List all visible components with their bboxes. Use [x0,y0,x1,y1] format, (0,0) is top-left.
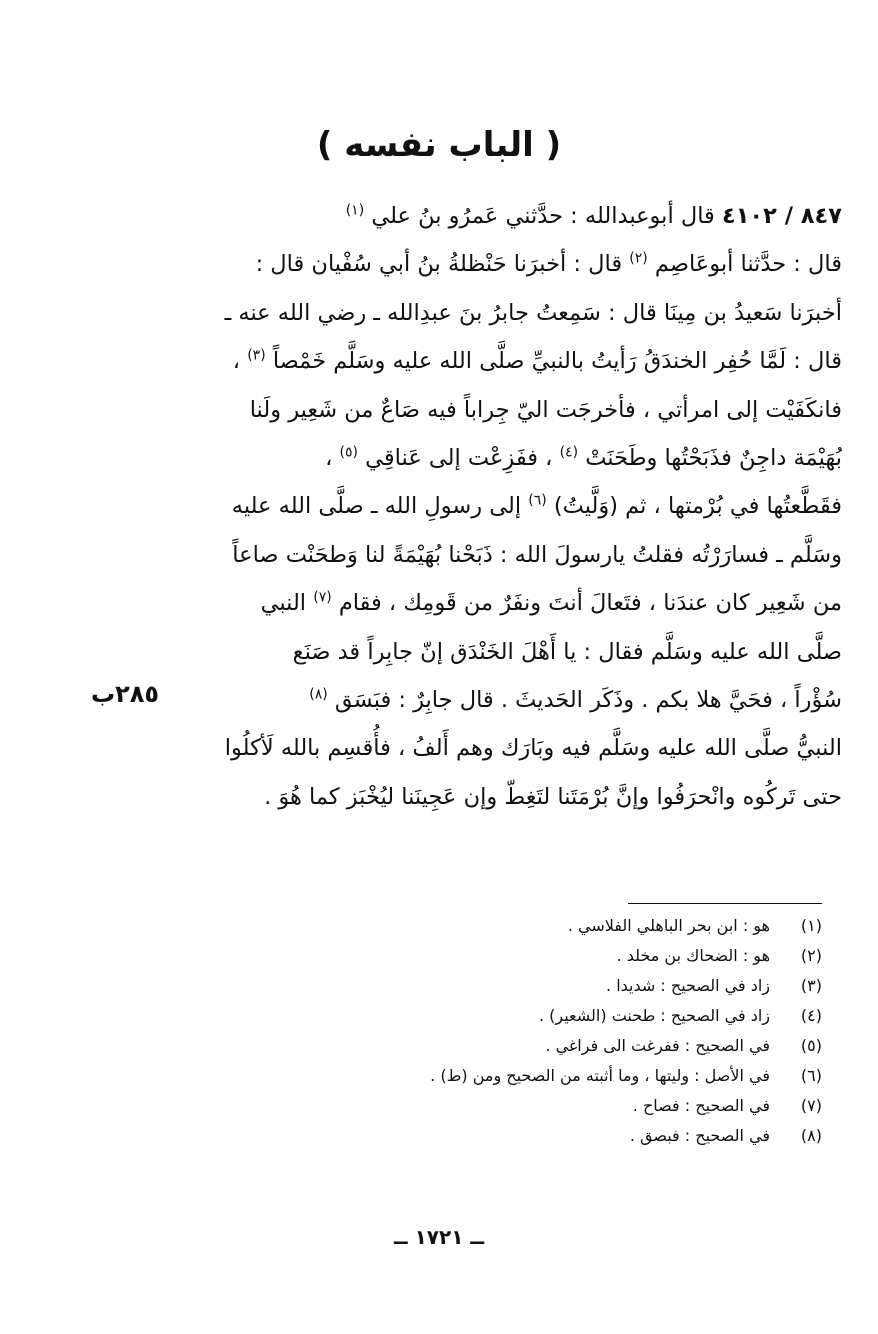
footnote-item [200,1000,822,1030]
manuscript-folio-marker: ٢٨٥ب [90,680,160,708]
footnote-number: (٣) [800,975,822,995]
footnote-item [200,1030,822,1060]
text-line-12: النبيُّ صلَّى الله عليه وسَلَّم فيه وبَارَك وهم أَلفُ ، فأُقسِم بالله لَأكلُوا [224,735,842,762]
chapter-title: ( الباب نفسه ) [316,125,562,165]
text-line-7: فقَطَّعتُها في بُرْمتها ، ثم (وَلَّيتُ) $^{(٦)}$ إلى رسولِ الله ـ صلَّى الله عليه [231,492,842,520]
text-line-13: حتى تَركُوه وانْحرَفُوا وإنَّ بُرْمَتَنا لتَغِطّ وإن عَجِينَنا ليُخْبَز كما هُوَ . [264,783,842,810]
text-line-4: قال : لَمَّا حُفِر الخندَقُ رَأيتُ بالنبيِّ صلَّى الله عليه وسَلَّم خَمْصاً $^{(٣)}$ ، [232,347,842,375]
text-line-3: أخبرَنا سَعيدُ بن مِينَا قال : سَمِعتُ جابرُ بنَ عبدِالله ـ رضي الله عنه ـ [224,299,842,326]
footnote-ref: (٣) [247,347,266,364]
footnotes [200,910,822,1150]
footnote-text: زاد في الصحيح : شديدا . [606,975,770,995]
page-number: ــ ١٧٢١ ــ [393,1225,485,1249]
footnote-divider [628,903,822,904]
footnote-item [200,1090,822,1120]
footnote-ref: (١) [345,202,365,219]
footnote-number: (١) [800,915,822,935]
text-line-8: وسَلَّم ـ فسارَرْتُه فقلتُ يارسولَ الله : ذَبَحْنا بُهَيْمَةً لنا وَطحَنْت صاعاً [232,541,842,568]
footnote-ref: (٥) [339,444,359,461]
footnote-item [200,940,822,970]
footnote-ref: (٤) [559,444,579,461]
footnote-item [200,970,822,1000]
footnote-number: (٥) [800,1035,822,1055]
footnote-item [200,1060,822,1090]
footnote-ref: (٢) [629,250,648,267]
footnote-number: (٤) [800,1005,822,1025]
hadith-text [150,192,842,821]
footnote-number: (٢) [800,945,822,965]
footnote-text: هو : ابن بحر الباهلي الفلاسي . [567,915,770,935]
text-line-9: من شَعِير كان عندَنا ، فتَعالَ أنتَ ونفَرٌ من قَومِك ، فقام $^{(٧)}$ النبي [260,589,842,617]
footnote-text: في الصحيح : فبصق . [629,1125,770,1145]
text-line-11: سُؤْراً ، فحَيَّ هلا بكم . وذَكَر الحَديثَ . قال جابِرٌ : فبَسَق $^{(٨)}$ [309,686,842,713]
footnote-text: هو : الضحاك بن مخلد . [616,945,770,965]
footnote-item [200,910,822,940]
footnote-number: (٨) [800,1125,822,1145]
footnote-number: (٦) [800,1065,822,1085]
footnote-text: في الأصل : وليتها ، وما أثبته من الصحيح ومن (ط) . [430,1065,770,1085]
text-line-5: فانكَفَيْت إلى امرأتي ، فأخرجَت اليّ جِراباً فيه صَاعٌ من شَعِير ولَنا [249,396,842,423]
footnote-text: في الصحيح : ففرغت الى فراغي . [545,1035,770,1055]
text-line-10: صلَّى الله عليه وسَلَّم فقال : يا أَهْلَ الخَنْدَق إنّ جابِراً قد صَنَع [292,638,842,665]
hadith-number: ٨٤٧ / ٤١٠٢ [721,203,842,229]
text-line-2: قال : حدَّثنا أبوعَاصِم $^{(٢)}$ قال : أخبرَنا حَنْظلةُ بنُ أبي سُفْيان قال : [255,250,842,278]
footnote-item [200,1120,822,1150]
footnote-text: زاد في الصحيح : طحنت (الشعير) . [538,1005,770,1025]
footnote-ref: (٦) [528,492,547,509]
footnote-text: في الصحيح : فصاح . [632,1095,770,1115]
text-line-6: بُهَيْمَة داجِنٌ فذَبَحْتُها وطَحَنَتْ $^{(٤)}$ ، ففَزِعْت إلى عَناقِي $^{(٥)}$ ، [325,444,842,471]
footnote-number: (٧) [800,1095,822,1115]
footnote-ref: (٧) [313,589,332,606]
text-line-1: ٨٤٧ / ٤١٠٢ قال أبوعبدالله : حدَّثني عَمرُو بنُ علي $^{(١)}$ [345,202,842,229]
footnote-ref: (٨) [309,686,328,703]
